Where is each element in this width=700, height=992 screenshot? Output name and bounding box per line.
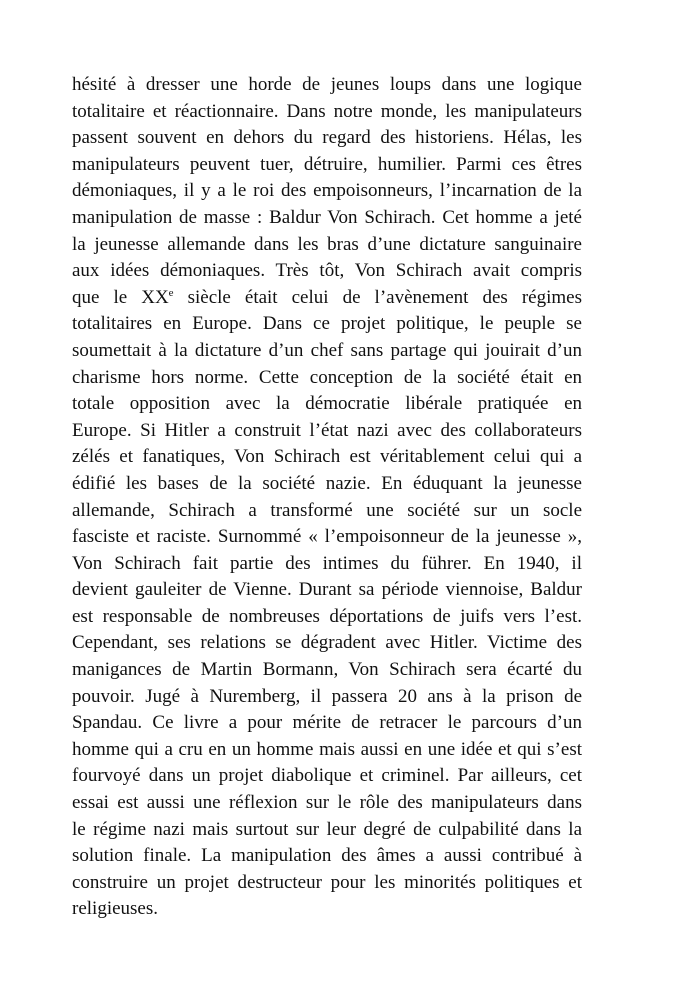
paragraph-line: manipulateurs peuvent tuer, détruire, humilier. Parmi ces êtres <box>72 153 582 175</box>
paragraph-line: Cependant, ses relations se dégradent avec Hitler. Victime des <box>72 632 582 654</box>
paragraph-line: manigances de Martin Bormann, Von Schirach sera écarté du <box>72 659 582 681</box>
paragraph-line: hésité à dresser une horde de jeunes loups dans une logique <box>72 74 582 95</box>
paragraph-line: soumettait à la dictature d’un chef sans partage qui jouirait d’un <box>72 339 582 361</box>
paragraph-line: Europe. Si Hitler a construit l’état nazi avec des collaborateurs <box>72 419 582 441</box>
paragraph-line: fasciste et raciste. Surnommé « l’empoisonneur de la jeunesse », <box>72 526 582 548</box>
paragraph-line: la jeunesse allemande dans les bras d’une dictature sanguinaire <box>72 233 582 255</box>
paragraph-line: passent souvent en dehors du regard des historiens. Hélas, les <box>72 127 582 149</box>
paragraph-line: solution finale. La manipulation des âmes a aussi contribué à <box>72 845 582 867</box>
paragraph-line: démoniaques, il y a le roi des empoisonneurs, l’incarnation de la <box>72 180 582 202</box>
paragraph-line: pouvoir. Jugé à Nuremberg, il passera 20 ans à la prison de <box>72 685 582 707</box>
paragraph-line: Spandau. Ce livre a pour mérite de retracer le parcours d’un <box>72 712 582 734</box>
body-paragraph <box>72 72 582 923</box>
paragraph-line: édifié les bases de la société nazie. En éduquant la jeunesse <box>72 472 582 494</box>
line-text: siècle était celui de l’avènement des régimes <box>173 286 582 308</box>
paragraph-line: fourvoyé dans un projet diabolique et criminel. Par ailleurs, cet <box>72 765 582 787</box>
paragraph-line <box>72 285 582 312</box>
paragraph-line: Von Schirach fait partie des intimes du führer. En 1940, il <box>72 552 582 574</box>
paragraph-line: manipulation de masse : Baldur Von Schirach. Cet homme a jeté <box>72 206 582 228</box>
paragraph-line: est responsable de nombreuses déportations de juifs vers l’est. <box>72 605 582 627</box>
paragraph-line: totale opposition avec la démocratie libérale pratiquée en <box>72 393 582 415</box>
paragraph-line: le régime nazi mais surtout sur leur degré de culpabilité dans la <box>72 818 582 840</box>
paragraph-line: construire un projet destructeur pour les minorités politiques et <box>72 871 582 893</box>
paragraph-line: aux idées démoniaques. Très tôt, Von Schirach avait compris <box>72 260 582 282</box>
paragraph-line: zélés et fanatiques, Von Schirach est véritablement celui qui a <box>72 446 582 468</box>
paragraph-line: devient gauleiter de Vienne. Durant sa période viennoise, Baldur <box>72 579 582 601</box>
paragraph-line: charisme hors norme. Cette conception de la société était en <box>72 366 582 388</box>
paragraph-line: totalitaires en Europe. Dans ce projet politique, le peuple se <box>72 313 582 335</box>
paragraph-line: totalitaire et réactionnaire. Dans notre monde, les manipulateurs <box>72 100 582 122</box>
paragraph-line: essai est aussi une réflexion sur le rôle des manipulateurs dans <box>72 792 582 814</box>
superscript: e <box>168 286 174 299</box>
line-text: que le XX <box>72 286 169 308</box>
paragraph-line: allemande, Schirach a transformé une société sur un socle <box>72 499 582 521</box>
paragraph-line: homme qui a cru en un homme mais aussi en une idée et qui s’est <box>72 738 582 760</box>
paragraph-line: religieuses. <box>72 898 159 920</box>
